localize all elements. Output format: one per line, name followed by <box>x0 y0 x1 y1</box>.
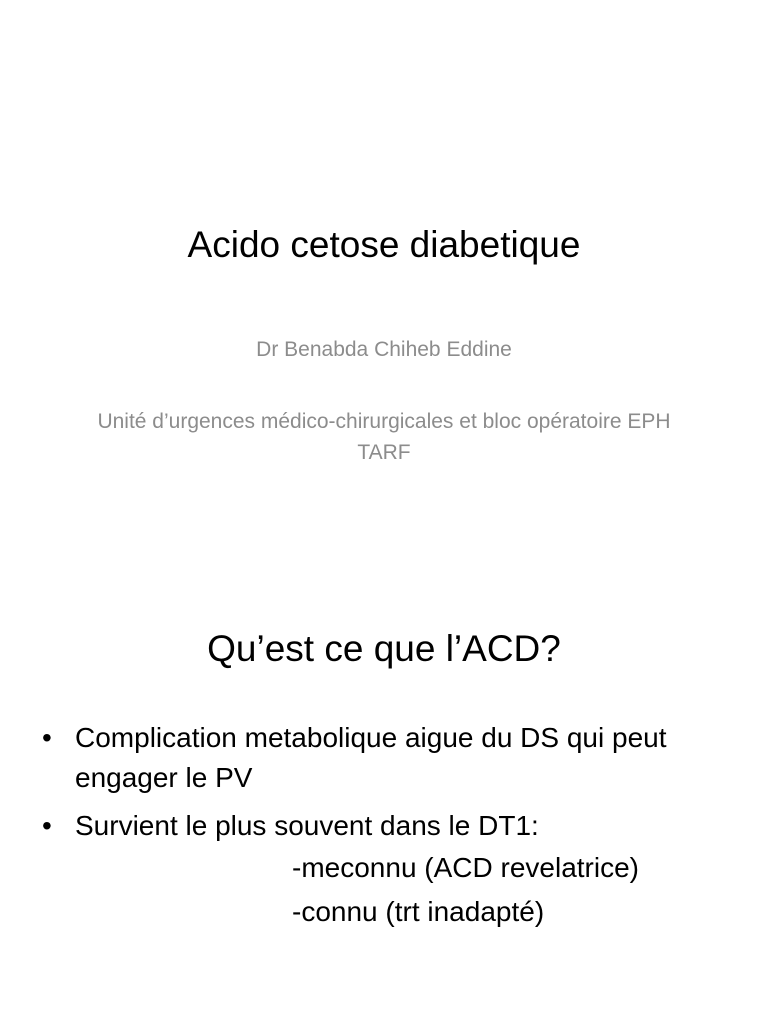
bullet-icon: • <box>42 722 52 753</box>
bullet-text: Complication metabolique aigue du DS qui peut engager le PV <box>75 722 667 793</box>
sub-item: -meconnu (ACD revelatrice) <box>292 852 639 883</box>
author-name: Dr Benabda Chiheb Eddine <box>256 338 512 361</box>
bullet-icon: • <box>42 810 52 841</box>
sub-item: -connu (trt inadapté) <box>292 896 545 927</box>
slide-heading: Qu’est ce que l’ACD? <box>207 628 561 669</box>
bullet-item <box>40 718 740 798</box>
content-slide <box>0 576 768 1024</box>
slide-title: Acido cetose diabetique <box>187 224 581 265</box>
bullet-text: Survient le plus souvent dans le DT1: <box>75 810 539 841</box>
author-affiliation: Unité d’urgences médico-chirurgicales et bloc opératoire EPH TARF <box>97 410 671 464</box>
bullet-item <box>40 806 740 934</box>
bullet-list <box>40 718 740 942</box>
